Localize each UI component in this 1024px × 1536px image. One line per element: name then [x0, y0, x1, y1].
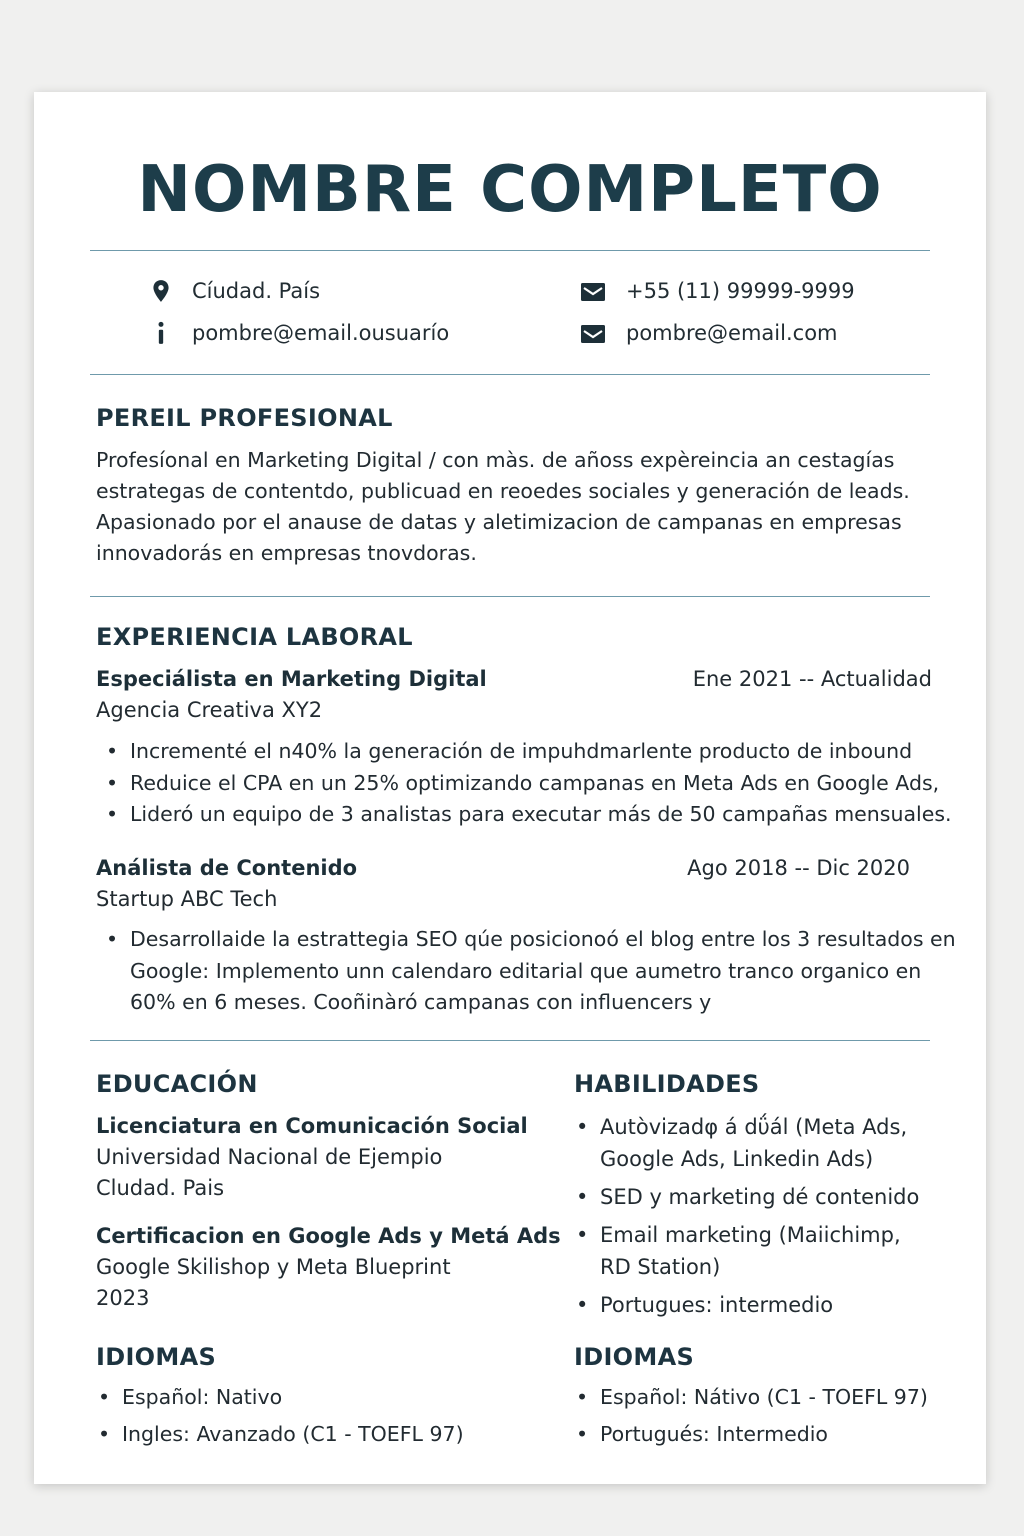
certification-year: 2023	[96, 1286, 150, 1310]
list-item	[96, 768, 952, 800]
bullet-icon: •	[106, 770, 119, 795]
job-company: Agencia Creativa XY2	[96, 698, 323, 722]
bullet-text: Incrementé el n40% la generación de impuhdmarlente producto de inbound	[130, 739, 913, 763]
bullet-icon: •	[576, 1422, 589, 1446]
profile-line: Profesíonal en Marketing Digital / con màs. de añoss expèreincia an cestagías	[96, 448, 895, 472]
bullet-text: Google: Implemento unn calendaro editarial que aumetro tranco organico en	[130, 958, 922, 983]
skill-text: Email marketing (Maiichimp,	[600, 1223, 901, 1247]
bullet-icon: •	[98, 1422, 111, 1446]
list-item	[96, 736, 952, 768]
bullet-text: Desarrollaide la estrattegia SEO qúe posicionoó el blog entre los 3 resultados en	[130, 927, 956, 951]
language-text: Ingles: Avanzado (C1 - TOEFL 97)	[122, 1422, 464, 1446]
section-heading-profile: PEREIL PROFESIONAL	[96, 404, 393, 432]
list-item	[96, 924, 956, 1019]
section-heading-education: EDUCACIÓN	[96, 1070, 258, 1098]
job-dates: Ene 2021 -- Actualidad	[692, 667, 932, 691]
degree-title: Licenciatura en Comunicación Social	[96, 1114, 528, 1138]
profile-line: innovadorás en empresas tnovdoras.	[96, 541, 477, 565]
envelope-icon	[580, 321, 606, 347]
profile-line: estrategas de contentdo, publicuad en reoedes sociales y generación de leads.	[96, 479, 910, 503]
list-item	[574, 1416, 928, 1453]
section-heading-skills: HABILIDADES	[574, 1070, 760, 1098]
section-heading-languages: IDIOMAS	[96, 1343, 217, 1371]
job-dates: Ago 2018 -- Dic 2020	[687, 856, 910, 880]
skill-text: RD Station)	[600, 1255, 721, 1279]
user-email-text: pombre@email.ousuarío	[192, 321, 450, 345]
certification-issuer: Google Skilishop y Meta Blueprint	[96, 1255, 451, 1279]
job-title: Análista de Contenido	[96, 856, 358, 880]
language-text: Español: Nátivo (C1 - TOEFL 97)	[600, 1385, 928, 1409]
bullet-icon: •	[576, 1385, 589, 1409]
divider	[90, 1040, 930, 1041]
location-text: Cíudad. País	[192, 279, 321, 303]
resume-page	[34, 92, 986, 1484]
skill-text: Portugues: intermedio	[600, 1293, 834, 1317]
skills-list	[574, 1111, 919, 1327]
list-item	[574, 1219, 919, 1283]
skill-text: Google Ads, Linkedin Ads)	[600, 1147, 874, 1171]
institution-location: Cludad. Pais	[96, 1176, 225, 1200]
list-item	[574, 1289, 919, 1321]
bullet-text: Lideró un equipo de 3 analistas para executar más de 50 campañas mensuales.	[130, 802, 952, 826]
skill-text: SED y marketing dé contenido	[600, 1185, 920, 1209]
list-item	[96, 799, 952, 831]
section-heading-languages: IDIOMAS	[574, 1343, 695, 1371]
divider	[90, 250, 930, 251]
institution: Universidad Nacional de Ejempio	[96, 1145, 443, 1169]
education-item	[96, 1221, 561, 1314]
divider	[90, 374, 930, 375]
bullet-text: Reduice el CPA en un 25% optimizando campanas en Meta Ads en Google Ads,	[130, 770, 940, 795]
job-title: Especiálista en Marketing Digital	[96, 667, 487, 691]
phone-text: +55 (11) 99999-9999	[626, 279, 855, 303]
bullet-icon: •	[576, 1223, 589, 1247]
bullet-icon: •	[576, 1115, 589, 1139]
languages-list	[574, 1379, 928, 1453]
location-pin-icon	[148, 278, 174, 304]
list-item	[96, 1416, 464, 1453]
job-bullets	[96, 924, 956, 1019]
info-icon	[148, 320, 174, 346]
profile-line: Apasionado por el anause de datas y aletimizacion de campanas en empresas	[96, 510, 902, 534]
section-heading-experience: EXPERIENCIA LABORAL	[96, 623, 413, 651]
skill-text: Autòvizadφ á dΰál (Meta Ads,	[600, 1115, 908, 1139]
profile-paragraph	[96, 445, 910, 569]
bullet-text: 60% en 6 meses. Cooñinàró campanas con influencers y	[130, 990, 712, 1014]
bullet-icon: •	[106, 802, 119, 826]
language-text: Portugués: Intermedio	[600, 1422, 828, 1446]
bullet-icon: •	[576, 1293, 589, 1317]
job-bullets	[96, 736, 952, 831]
job-company: Startup ABC Tech	[96, 887, 278, 911]
education-item	[96, 1111, 528, 1204]
envelope-icon	[580, 279, 606, 305]
divider	[90, 596, 930, 597]
bullet-icon: •	[106, 739, 119, 763]
language-text: Español: Nativo	[122, 1385, 283, 1409]
list-item	[574, 1111, 919, 1175]
languages-list	[96, 1379, 464, 1453]
bullet-icon: •	[98, 1385, 111, 1409]
list-item	[574, 1181, 919, 1213]
list-item	[96, 1379, 464, 1416]
list-item	[574, 1379, 928, 1416]
email-text: pombre@email.com	[626, 321, 838, 345]
certification-title: Certificacion en Google Ads y Metá Ads	[96, 1224, 561, 1248]
bullet-icon: •	[106, 927, 119, 951]
bullet-icon: •	[576, 1185, 589, 1209]
full-name-heading: NOMBRE COMPLETO	[137, 153, 883, 227]
